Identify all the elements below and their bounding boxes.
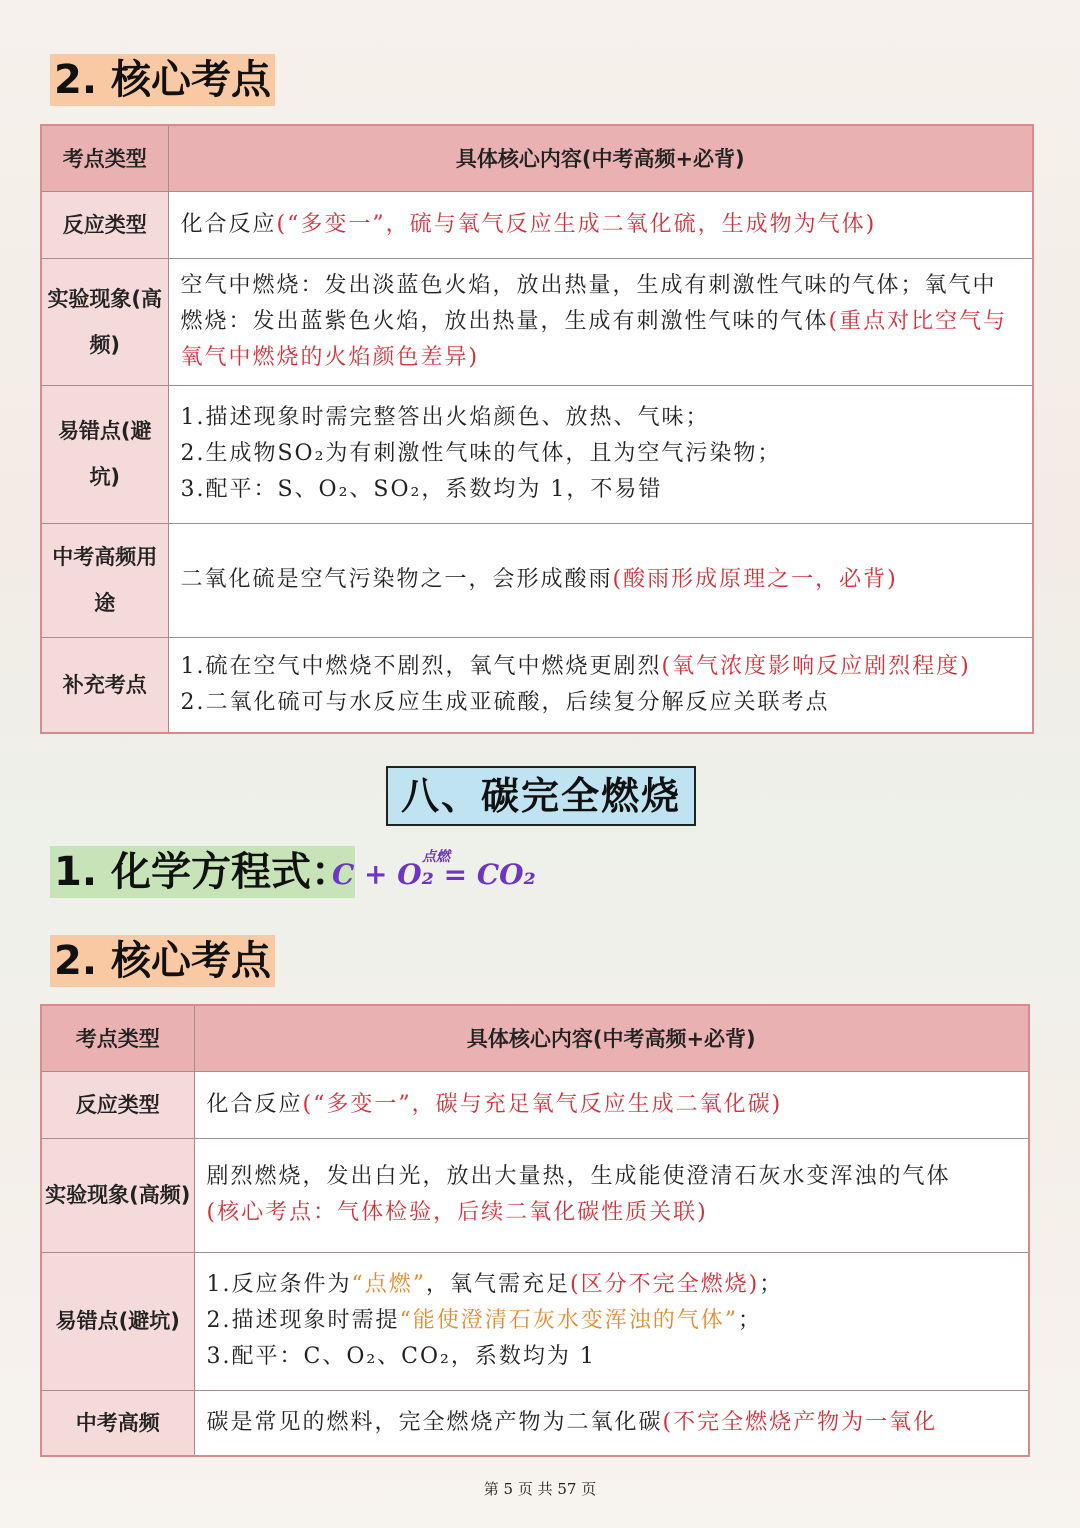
content-line: [181, 649, 1021, 685]
row-label: 反应类型: [41, 191, 168, 258]
content-segment: 空气中燃烧：发出淡蓝色火焰，放出热量，生成有刺激性气味的气体；氧气中燃烧：发出蓝紫色火焰，放出热量，生成有刺激性气味的气体: [180, 272, 997, 334]
equation-left: C + O₂: [332, 858, 434, 891]
content-line: [181, 472, 1021, 508]
content-segment: (不完全燃烧产物为一氧化: [662, 1409, 938, 1435]
equation-condition: 点燃: [422, 849, 450, 865]
row-content: [194, 1252, 1029, 1390]
content-segment: 化合反应: [180, 211, 277, 237]
content-line: [181, 207, 1021, 243]
row-content: [168, 258, 1033, 385]
table-row: [41, 191, 1033, 258]
page-footer: 第 5 页 共 57 页: [483, 1480, 597, 1498]
row-label: 中考高频用途: [41, 523, 168, 637]
section-heading-core-points-1: 2. 核心考点: [50, 54, 275, 106]
row-content: [168, 191, 1033, 258]
table-header-row: [41, 125, 1033, 191]
content-segment: (区分不完全燃烧): [570, 1272, 760, 1297]
content-segment: 碳是常见的燃料，完全燃烧产物为二氧化碳: [206, 1409, 663, 1435]
content-line: [181, 562, 1021, 598]
content-line: [207, 1195, 1017, 1231]
core-points-table-carbon: [40, 1004, 1030, 1457]
equation-right: = CO₂: [443, 858, 536, 891]
content-line: [207, 1405, 1017, 1441]
row-content: [168, 637, 1033, 733]
content-line: [181, 268, 1021, 376]
content-line: [181, 436, 1021, 472]
table-row: [41, 1138, 1029, 1252]
equation-heading: 1. 化学方程式：: [50, 846, 355, 898]
content-line: [207, 1267, 1017, 1303]
row-label: 易错点(避坑): [41, 1252, 194, 1390]
content-segment: 2.二氧化硫可与水反应生成亚硫酸，后续复分解反应关联考点: [180, 689, 830, 715]
content-line: [207, 1303, 1017, 1339]
content-segment: “点燃”: [351, 1272, 426, 1297]
table-header-row: [41, 1005, 1029, 1071]
content-segment: (“多变一”，碳与充足氧气反应生成二氧化碳): [302, 1091, 783, 1117]
content-line: [181, 685, 1021, 721]
table-row: [41, 385, 1033, 523]
section-title-carbon-combustion: 八、碳完全燃烧: [386, 766, 696, 826]
table-row: [41, 1071, 1029, 1138]
content-segment: “能使澄清石灰水变浑浊的气体”: [399, 1308, 738, 1333]
content-segment: 剧烈燃烧，发出白光，放出大量热，生成能使澄清石灰水变浑浊的气体: [206, 1164, 951, 1189]
row-content: [168, 523, 1033, 637]
row-content: [194, 1138, 1029, 1252]
content-segment: 二氧化硫是空气污染物之一，会形成酸雨: [180, 567, 613, 592]
content-segment: ，氧气需充足: [426, 1272, 571, 1297]
core-points-table-sulfur: [40, 124, 1034, 734]
row-label: 易错点(避坑): [41, 385, 168, 523]
content-line: [207, 1087, 1017, 1123]
content-segment: ；: [759, 1272, 784, 1297]
row-label: 实验现象(高频): [41, 1138, 194, 1252]
content-segment: 3.配平：C、O₂、CO₂，系数均为 1: [206, 1344, 596, 1369]
content-segment: (核心考点：气体检验，后续二氧化碳性质关联): [206, 1200, 708, 1225]
header-cell-content: 具体核心内容(中考高频+必背): [194, 1005, 1029, 1071]
content-segment: 3.配平：S、O₂、SO₂，系数均为 1，不易错: [180, 477, 663, 502]
row-label: 中考高频: [41, 1390, 194, 1456]
chemical-equation: [332, 849, 536, 891]
row-label: 补充考点: [41, 637, 168, 733]
content-segment: 2.生成物SO₂为有刺激性气味的气体，且为空气污染物；: [180, 441, 782, 466]
content-segment: (酸雨形成原理之一，必背): [612, 567, 898, 592]
row-content: [168, 385, 1033, 523]
table-row: [41, 1252, 1029, 1390]
content-segment: ；: [738, 1308, 763, 1333]
content-line: [181, 400, 1021, 436]
content-segment: 1.反应条件为: [206, 1272, 352, 1297]
table-row: [41, 258, 1033, 385]
header-cell-type: 考点类型: [41, 125, 168, 191]
header-cell-type: 考点类型: [41, 1005, 194, 1071]
content-segment: 2.描述现象时需提: [206, 1308, 400, 1333]
header-cell-content: 具体核心内容(中考高频+必背): [168, 125, 1033, 191]
content-line: [207, 1159, 1017, 1195]
table-row: [41, 637, 1033, 733]
content-segment: 化合反应: [206, 1091, 303, 1117]
row-label: 实验现象(高频): [41, 258, 168, 385]
row-label: 反应类型: [41, 1071, 194, 1138]
content-segment: (“多变一”，硫与氧气反应生成二氧化硫，生成物为气体): [276, 211, 877, 237]
section-heading-core-points-2: 2. 核心考点: [50, 935, 275, 987]
content-segment: 1.描述现象时需完整答出火焰颜色、放热、气味；: [180, 405, 710, 430]
content-segment: (重点对比空气与氧气中燃烧的火焰颜色差异): [180, 308, 1008, 370]
table-row: [41, 1390, 1029, 1456]
row-content: [194, 1071, 1029, 1138]
table-row: [41, 523, 1033, 637]
row-content: [194, 1390, 1029, 1456]
content-line: [207, 1339, 1017, 1375]
content-segment: (氧气浓度影响反应剧烈程度): [661, 653, 971, 679]
content-segment: 1.硫在空气中燃烧不剧烈，氧气中燃烧更剧烈: [180, 653, 662, 679]
